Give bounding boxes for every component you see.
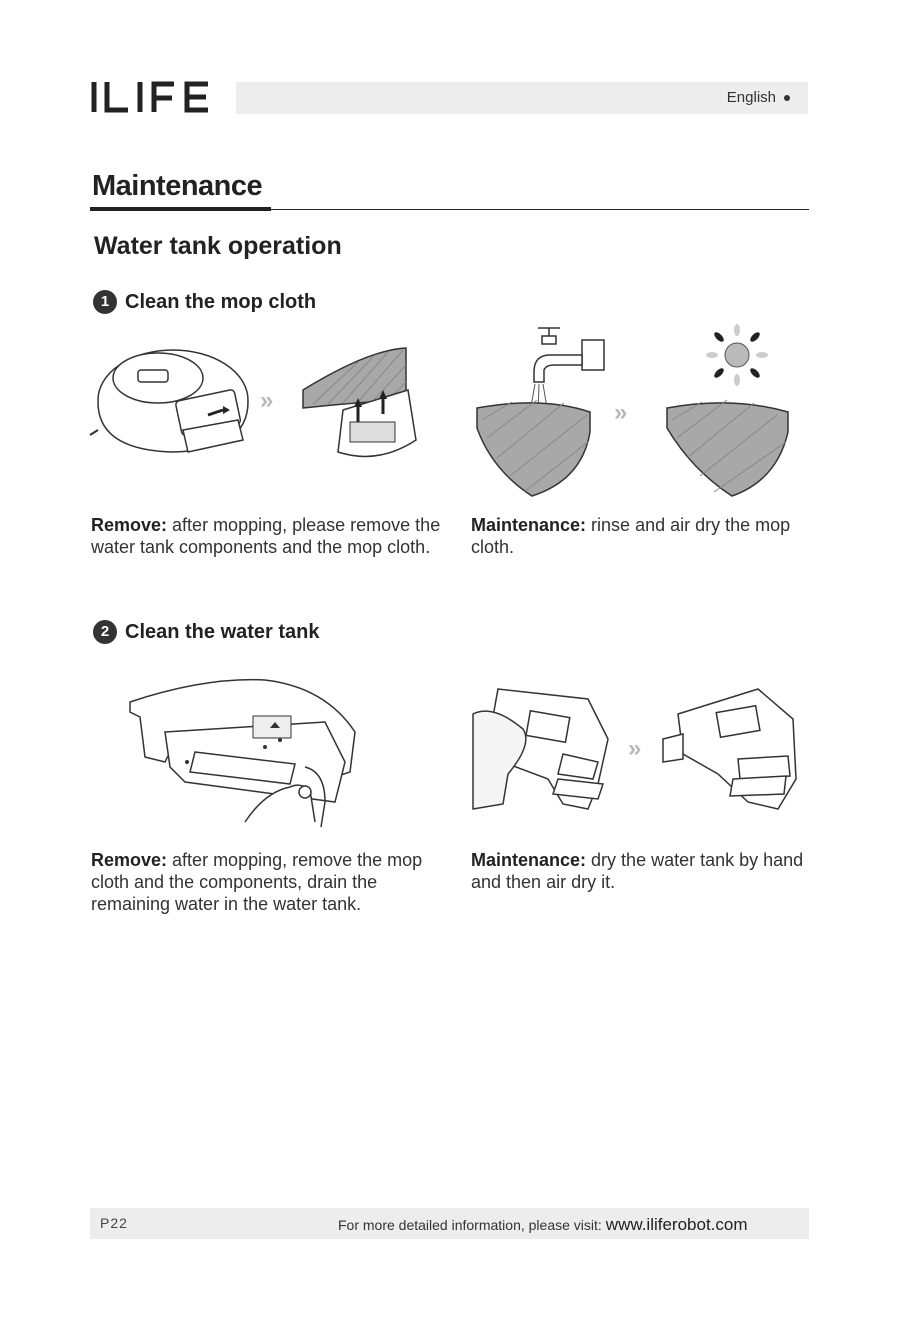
maintenance-label: Maintenance: [471, 850, 587, 870]
brand-text: ILIFE [90, 74, 93, 75]
step-title: Clean the water tank [125, 620, 320, 643]
step-number-badge: 2 [93, 620, 117, 644]
footer-info [338, 1215, 748, 1235]
step-2-heading [93, 620, 320, 644]
step-2-maintenance-text [471, 849, 806, 893]
website-link[interactable]: www.iliferobot.com [605, 1215, 748, 1234]
svg-text:»: » [614, 399, 628, 426]
bullet-dot-icon [784, 95, 790, 101]
remove-description: after mopping, remove the mop cloth and the components, drain the remaining water in the water tank. [91, 850, 423, 914]
drain-water-tank-illustration [125, 672, 365, 832]
title-underline [90, 207, 271, 211]
maintenance-label: Maintenance: [471, 515, 587, 535]
step-title: Clean the mop cloth [125, 290, 317, 313]
robot-remove-mop-illustration [88, 340, 428, 480]
maintenance-description: dry the water tank by hand and then air dry it. [471, 850, 804, 892]
sun-icon [706, 324, 768, 386]
step-2-remove-text [91, 849, 446, 915]
step-1-remove-text [91, 514, 441, 558]
language-label: English [726, 89, 776, 106]
remove-label: Remove: [91, 850, 168, 870]
remove-label: Remove: [91, 515, 168, 535]
dry-water-tank-illustration [468, 684, 808, 814]
section-subtitle: Water tank operation [94, 232, 342, 260]
maintenance-description: rinse and air dry the mop cloth. [471, 515, 791, 557]
svg-text:»: » [628, 735, 642, 762]
svg-text:»: » [260, 387, 274, 414]
step-number-badge: 1 [93, 290, 117, 314]
step-1-heading [93, 290, 316, 314]
remove-description: after mopping, please remove the water tank components and the mop cloth. [91, 515, 441, 557]
ilife-logo [90, 74, 214, 120]
rinse-and-dry-illustration [472, 320, 812, 500]
page-number: P22 [100, 1215, 128, 1231]
header-bar [236, 82, 808, 114]
footer-info-text: For more detailed information, please visit: [338, 1217, 602, 1233]
footer-bar [90, 1208, 809, 1239]
step-1-maintenance-text [471, 514, 806, 558]
language-indicator [727, 89, 790, 106]
page-title: Maintenance [92, 170, 263, 202]
